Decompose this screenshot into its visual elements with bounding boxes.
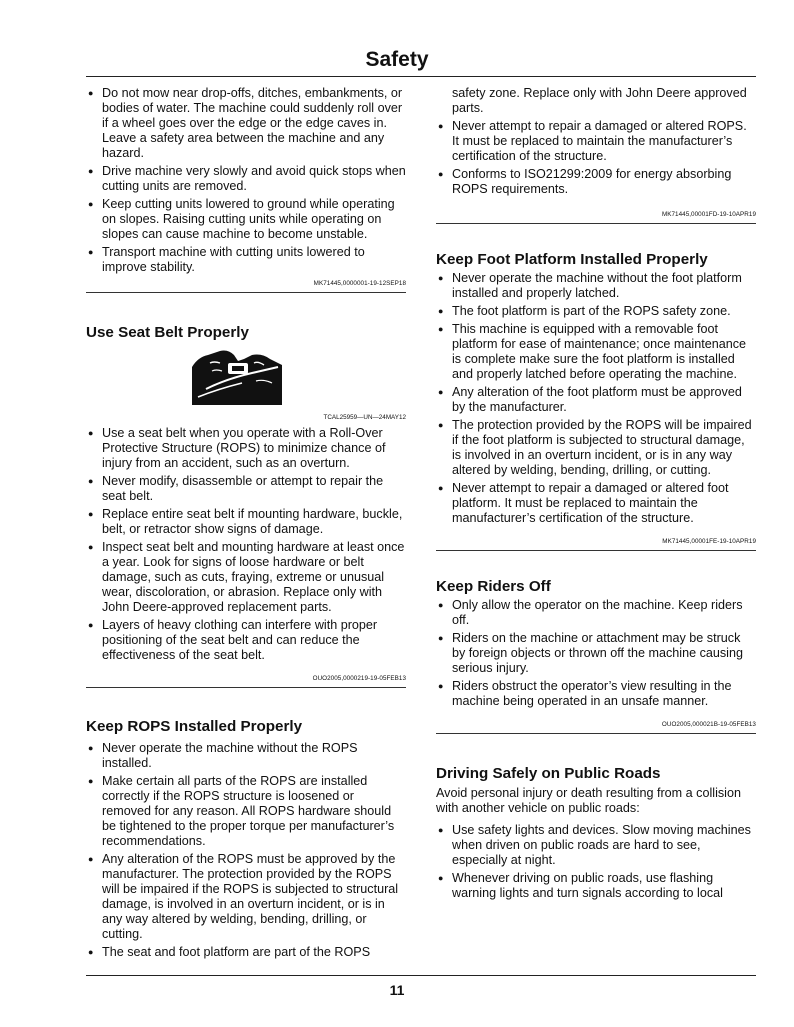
list-item: ● Use a seat belt when you operate with a Roll-Over Protective Structure (ROPS) to minimize chance of injury from an accident, such as an overturn. [86,426,406,471]
list-item: ● Inspect seat belt and mounting hardware at least once a year. Look for signs of loose hardware or belt damage, such as cuts, fraying, extreme or unusual wear, discoloration, or abrasion. Replace only with John Deere-approved replacement parts. [86,540,406,615]
section-title: Keep Riders Off [436,578,551,595]
riders-bullets [436,598,756,709]
list-item: ● Any alteration of the foot platform must be approved by the manufacturer. [436,385,756,415]
section-title: Keep Foot Platform Installed Properly [436,251,708,268]
list-item: ● Riders obstruct the operator’s view resulting in the machine being operated in an unsafe manner. [436,679,756,709]
list-item: ● Only allow the operator on the machine. Keep riders off. [436,598,756,628]
right-column [436,86,756,904]
list-item: ● This machine is equipped with a removable foot platform for ease of maintenance; once maintenance is complete make sure the foot platform is installed and properly latched before operating the machine. [436,322,756,382]
footer-rule [86,975,756,976]
foot-platform-section [436,251,756,551]
mowing-section [86,86,406,293]
list-item: ● The seat and foot platform are part of the ROPS [86,945,406,960]
list-item: ● The protection provided by the ROPS will be impaired if the foot platform is subjected to structural damage, is involved in an overturn incident, or is in any way altered by welding, bending, drilling, or cutting. [436,418,756,478]
section-title: Use Seat Belt Properly [86,324,249,341]
list-item: ● Never modify, disassemble or attempt to repair the seat belt. [86,474,406,504]
rops-section [86,718,406,960]
left-column [86,86,406,963]
page-title: Safety [365,48,429,71]
foot-platform-bullets [436,271,756,526]
list-item: ● Use safety lights and devices. Slow moving machines when driven on public roads are hard to see, especially at night. [436,823,756,868]
list-item: ● Make certain all parts of the ROPS are installed correctly if the ROPS structure is loosened or removed for any reason. All ROPS hardware should be tightened to the proper torque per manufacturer’s recommendations. [86,774,406,849]
public-roads-bullets [436,823,756,901]
list-item: ● Drive machine very slowly and avoid quick stops when cutting units are removed. [86,164,406,194]
list-item: ● Layers of heavy clothing can interfere with proper positioning of the seat belt and can reduce the effectiveness of the seat belt. [86,618,406,663]
section-title: Driving Safely on Public Roads [436,765,661,782]
list-item: ● The foot platform is part of the ROPS safety zone. [436,304,756,319]
section-title: Keep ROPS Installed Properly [86,718,303,735]
list-item: safety zone. Replace only with John Deere approved parts. [452,86,747,115]
header-rule [86,76,756,77]
seatbelt-bullets [86,426,406,663]
list-item: ● Do not mow near drop-offs, ditches, embankments, or bodies of water. The machine could suddenly roll over if a wheel goes over the edge or the edge caves in. Leave a safety area between the machine and any hazard. [86,86,406,161]
list-item: ● Never operate the machine without the ROPS installed. [86,741,406,771]
section-intro: Avoid personal injury or death resulting from a collision with another vehicle on public roads: [436,786,741,815]
mowing-bullets [86,86,406,275]
list-item: ● Never attempt to repair a damaged or altered foot platform. It must be replaced to maintain the manufacturer’s certification of the structure. [436,481,756,526]
list-item: ● Riders on the machine or attachment may be struck by foreign objects or thrown off the machine causing serious injury. [436,631,756,676]
public-roads-section [436,765,756,901]
reference-code: OUO2005,0000219-19-05FEB13 [86,675,406,688]
rops-bullets [86,741,406,960]
page-number: 11 [389,982,405,998]
list-item: ● Transport machine with cutting units lowered to improve stability. [86,245,406,275]
seat-belt-buckle-icon [192,349,282,405]
reference-code: MK71445,00001FE-19-10APR19 [436,538,756,551]
rops-continued-section [436,86,756,224]
list-item: ● Conforms to ISO21299:2009 for energy absorbing ROPS requirements. [436,167,756,197]
list-item: ● Replace entire seat belt if mounting hardware, buckle, belt, or retractor show signs of damage. [86,507,406,537]
reference-code: MK71445,0000001-19-12SEP18 [86,280,406,293]
rops-continued-bullets [436,86,756,197]
seatbelt-section [86,324,406,688]
list-item: ● Keep cutting units lowered to ground while operating on slopes. Raising cutting units while operating on slopes can cause machine to become unstable. [86,197,406,242]
reference-code: OUO2005,000021B-19-05FEB13 [436,721,756,734]
figure-caption: TCAL25959—UN—24MAY12 [323,414,406,421]
list-item: ● Whenever driving on public roads, use flashing warning lights and turn signals according to local [436,871,756,901]
reference-code: MK71445,00001FD-19-10APR19 [436,211,756,224]
list-item: ● Any alteration of the ROPS must be approved by the manufacturer. The protection provided by the ROPS will be impaired if the ROPS is subjected to structural damage, is involved in an overturn incident, or is in any way altered by welding, bending, drilling, or cutting. [86,852,406,942]
list-item: ● Never operate the machine without the foot platform installed and properly latched. [436,271,756,301]
figure-area [86,349,406,411]
list-item: ● Never attempt to repair a damaged or altered ROPS. It must be replaced to maintain the manufacturer’s certification of the structure. [436,119,756,164]
riders-section [436,578,756,734]
